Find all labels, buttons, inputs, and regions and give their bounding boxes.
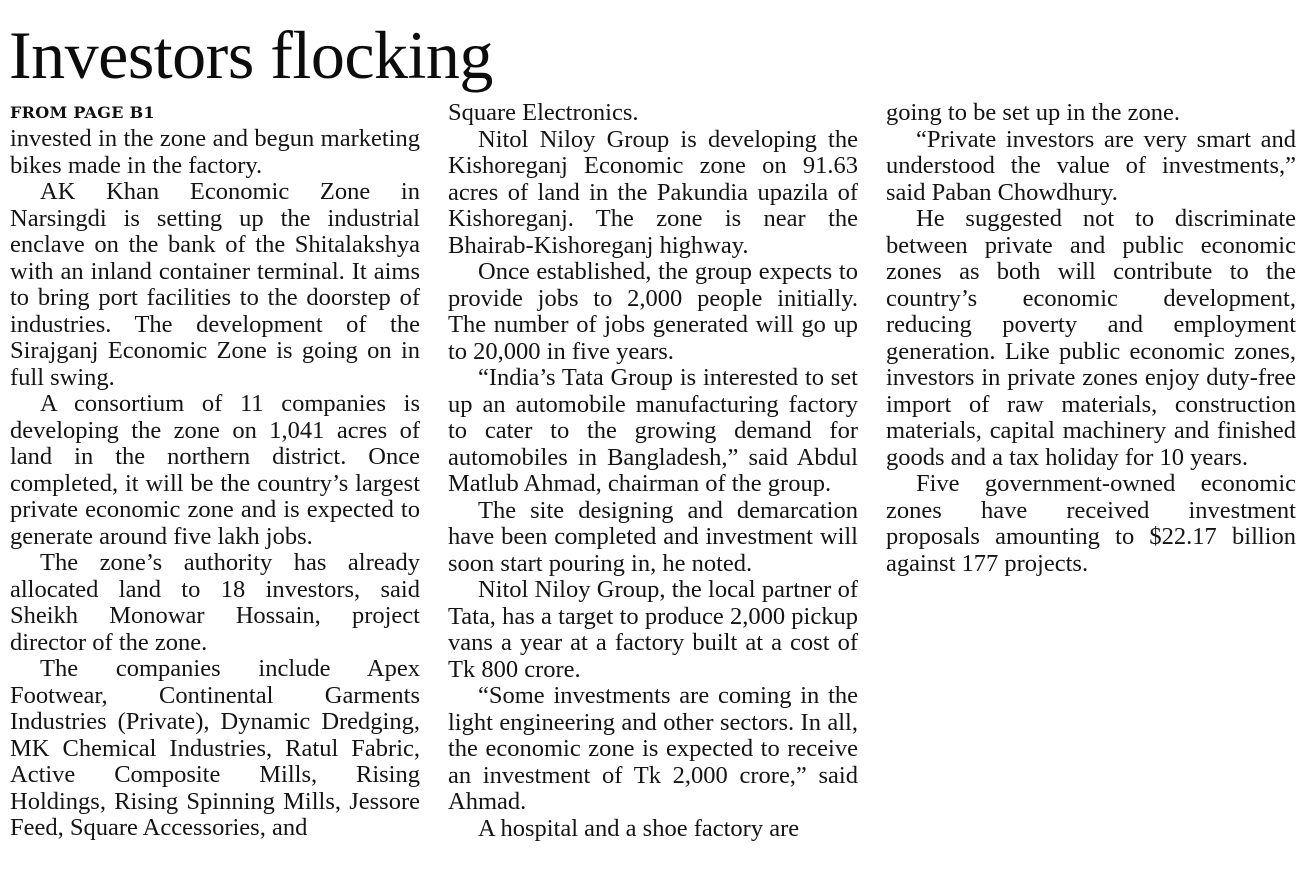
- paragraph: He suggested not to discriminate between private and public economic zones as both will contribute to the country’s economic development, reducing poverty and employment generation. Like public economic zones, investors in private zones enjoy duty-free import of raw materials, construction materials, capital machinery and finished goods and a tax holiday for 10 years.: [886, 205, 1296, 471]
- paragraph: Nitol Niloy Group, the local partner of Tata, has a target to produce 2,000 pickup vans a year at a factory built at a cost of Tk 800 crore.: [448, 576, 858, 683]
- article-column-3: [886, 100, 1296, 577]
- headline: Investors flocking: [9, 17, 493, 93]
- paragraph: The companies include Apex Footwear, Continental Garments Industries (Private), Dynamic Dredging, MK Chemical Industries, Ratul Fabric, Active Composite Mills, Rising Holdings, Rising Spinning Mills, Jessore Feed, Square Accessories, and: [10, 655, 420, 841]
- paragraph: Nitol Niloy Group is developing the Kishoreganj Economic zone on 91.63 acres of land in the Pakundia upazila of Kishoreganj. The zone is near the Bhairab-Kishoreganj highway.: [448, 125, 858, 259]
- article-column-1: [10, 100, 420, 842]
- paragraph: going to be set up in the zone.: [886, 99, 1180, 126]
- paragraph: The zone’s authority has already allocated land to 18 investors, said Sheikh Monowar Hossain, project director of the zone.: [10, 549, 420, 656]
- paragraph: A consortium of 11 companies is developing the zone on 1,041 acres of land in the northern district. Once completed, it will be the country’s largest private economic zone and is expected to generate around five lakh jobs.: [10, 390, 420, 550]
- paragraph: “Some investments are coming in the light engineering and other sectors. In all, the economic zone is expected to receive an investment of Tk 2,000 crore,” said Ahmad.: [448, 682, 858, 815]
- paragraph: invested in the zone and begun marketing bikes made in the factory.: [10, 125, 420, 179]
- paragraph: AK Khan Economic Zone in Narsingdi is setting up the industrial enclave on the bank of the Shitalakshya with an inland container terminal. It aims to bring port facilities to the doorstep of industries. The development of the Sirajganj Economic Zone is going on in full swing.: [10, 178, 420, 391]
- paragraph: The site designing and demarcation have been completed and investment will soon start pouring in, he noted.: [448, 496, 858, 577]
- paragraph: Five government-owned economic zones have received investment proposals amounting to $22.17 billion against 177 projects.: [886, 470, 1296, 577]
- paragraph: “India’s Tata Group is interested to set up an automobile manufacturing factory to cater to the growing demand for automobiles in Bangladesh,” said Abdul Matlub Ahmad, chairman of the group.: [448, 364, 858, 497]
- paragraph: A hospital and a shoe factory are: [478, 814, 800, 842]
- paragraph: Once established, the group expects to provide jobs to 2,000 people initially. The number of jobs generated will go up to 20,000 in five years.: [448, 258, 858, 365]
- paragraph: “Private investors are very smart and understood the value of investments,” said Paban Chowdhury.: [886, 125, 1296, 206]
- jump-label: FROM PAGE B1: [10, 103, 155, 122]
- paragraph: Square Electronics.: [448, 99, 639, 126]
- article-column-2: [448, 100, 858, 842]
